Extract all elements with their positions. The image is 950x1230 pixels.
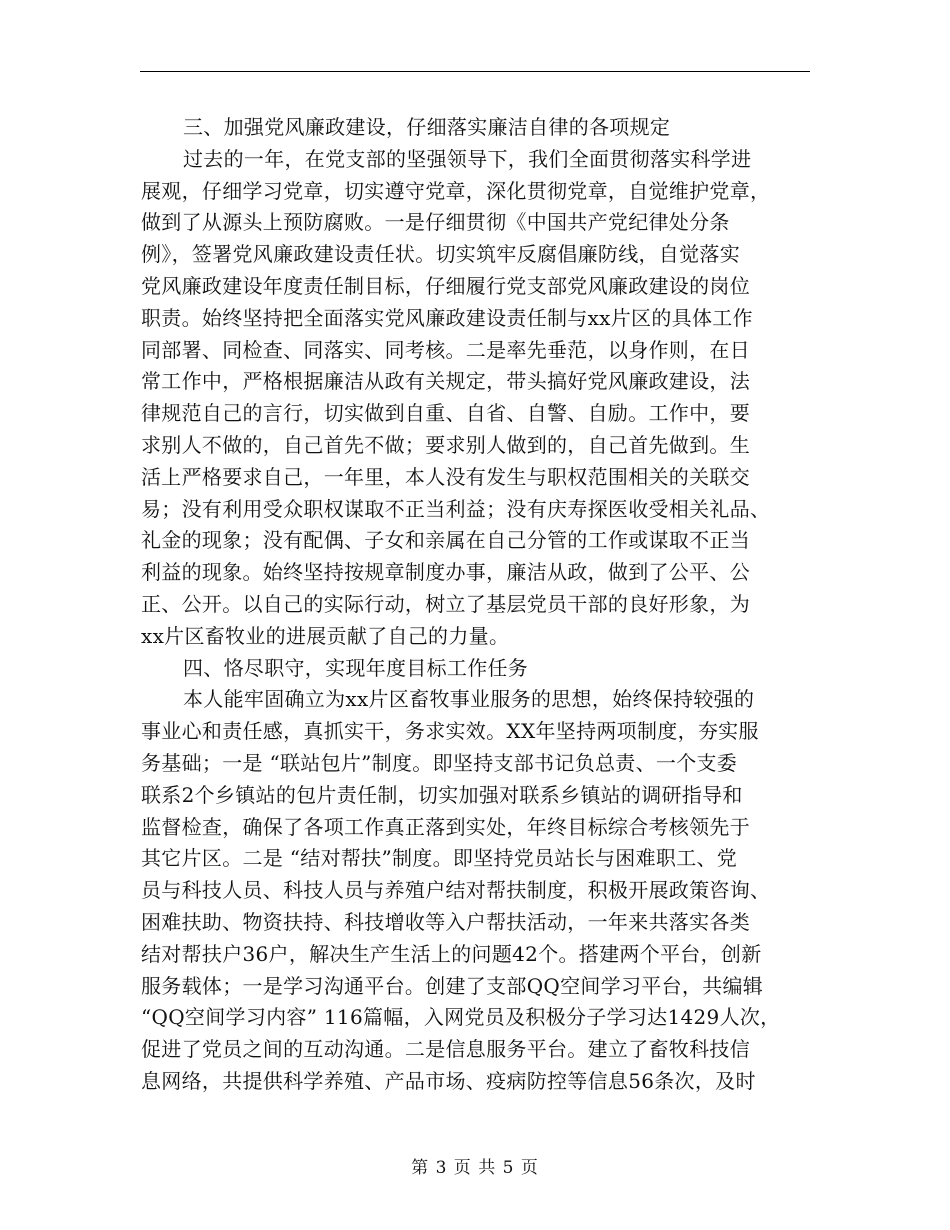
- paragraph-line: 职责。始终坚持把全面落实党风廉政建设责任制与xx片区的具体工作: [141, 305, 753, 330]
- paragraph-line: “QQ空间学习内容” 116篇幅，入网党员及积极分子学习达1429人次，: [141, 1005, 781, 1030]
- paragraph-line: 礼金的现象；没有配偶、子女和亲属在自己分管的工作或谋取不正当: [141, 528, 750, 553]
- paragraph-line: 服务载体；一是学习沟通平台。创建了支部QQ空间学习平台，共编辑: [141, 973, 764, 998]
- paragraph-line: 员与科技人员、科技人员与养殖户结对帮扶制度，积极开展政策咨询、: [141, 878, 771, 903]
- paragraph-line: 息网络，共提供科学养殖、产品市场、疫病防控等信息56条次，及时: [141, 1068, 756, 1093]
- section-heading-4: 四、恪尽职守，实现年度目标工作任务: [183, 655, 529, 680]
- paragraph-line: 过去的一年，在党支部的坚强领导下，我们全面贯彻落实科学进: [183, 146, 752, 171]
- document-body: [141, 112, 821, 1098]
- page-number: 第 3 页 共 5 页: [411, 1158, 539, 1178]
- paragraph-line: 结对帮扶户36户，解决生产生活上的问题42个。搭建两个平台，创新: [141, 941, 762, 966]
- paragraph-line: 展观，仔细学习党章，切实遵守党章，深化贯彻党章，自觉维护党章，: [141, 178, 771, 203]
- paragraph-line: 例》，签署党风廉政建设责任状。切实筑牢反腐倡廉防线，自觉落实: [141, 242, 740, 267]
- paragraph-line: 利益的现象。始终坚持按规章制度办事，廉洁从政，做到了公平、公: [141, 560, 750, 585]
- paragraph-line: 常工作中，严格根据廉洁从政有关规定，带头搞好党风廉政建设，法: [141, 369, 750, 394]
- paragraph-line: 务基础；一是 “联站包片”制度。即坚持支部书记负总责、一个支委: [141, 750, 738, 775]
- paragraph-line: 做到了从源头上预防腐败。一是仔细贯彻《中国共产党纪律处分条: [141, 210, 730, 235]
- paragraph-line: 正、公开。以自己的实际行动，树立了基层党员干部的良好形象，为: [141, 591, 750, 616]
- section-heading-3: 三、加强党风廉政建设，仔细落实廉洁自律的各项规定: [183, 115, 671, 139]
- paragraph-line: xx片区畜牧业的进展贡献了自己的力量。: [141, 623, 510, 648]
- paragraph-line: 律规范自己的言行，切实做到自重、自省、自警、自励。工作中，要: [141, 401, 750, 426]
- header-rule: [140, 71, 810, 72]
- paragraph-line: 易；没有利用受众职权谋取不正当利益；没有庆寿探医收受相关礼品、: [141, 496, 771, 521]
- paragraph-line: 事业心和责任感，真抓实干，务求实效。XX年坚持两项制度，夯实服: [141, 719, 759, 744]
- paragraph-line: 困难扶助、物资扶持、科技增收等入户帮扶活动，一年来共落实各类: [141, 909, 750, 934]
- paragraph-line: 监督检查，确保了各项工作真正落到实处，年终目标综合考核领先于: [141, 814, 750, 839]
- paragraph-line: 其它片区。二是 “结对帮扶”制度。即坚持党员站长与困难职工、党: [141, 846, 738, 871]
- paragraph-line: 党风廉政建设年度责任制目标，仔细履行党支部党风廉政建设的岗位: [141, 273, 750, 298]
- paragraph-line: 活上严格要求自己，一年里，本人没有发生与职权范围相关的关联交: [141, 464, 750, 489]
- paragraph-line: 求别人不做的，自己首先不做；要求别人做到的，自己首先做到。生: [141, 432, 750, 457]
- paragraph-line: 促进了党员之间的互动沟通。二是信息服务平台。建立了畜牧科技信: [141, 1037, 750, 1062]
- paragraph-line: 同部署、同检查、同落实、同考核。二是率先垂范，以身作则，在日: [141, 337, 750, 362]
- paragraph-line: 本人能牢固确立为xx片区畜牧事业服务的思想，始终保持较强的: [183, 687, 755, 712]
- paragraph-line: 联系2个乡镇站的包片责任制，切实加强对联系乡镇站的调研指导和: [141, 782, 743, 807]
